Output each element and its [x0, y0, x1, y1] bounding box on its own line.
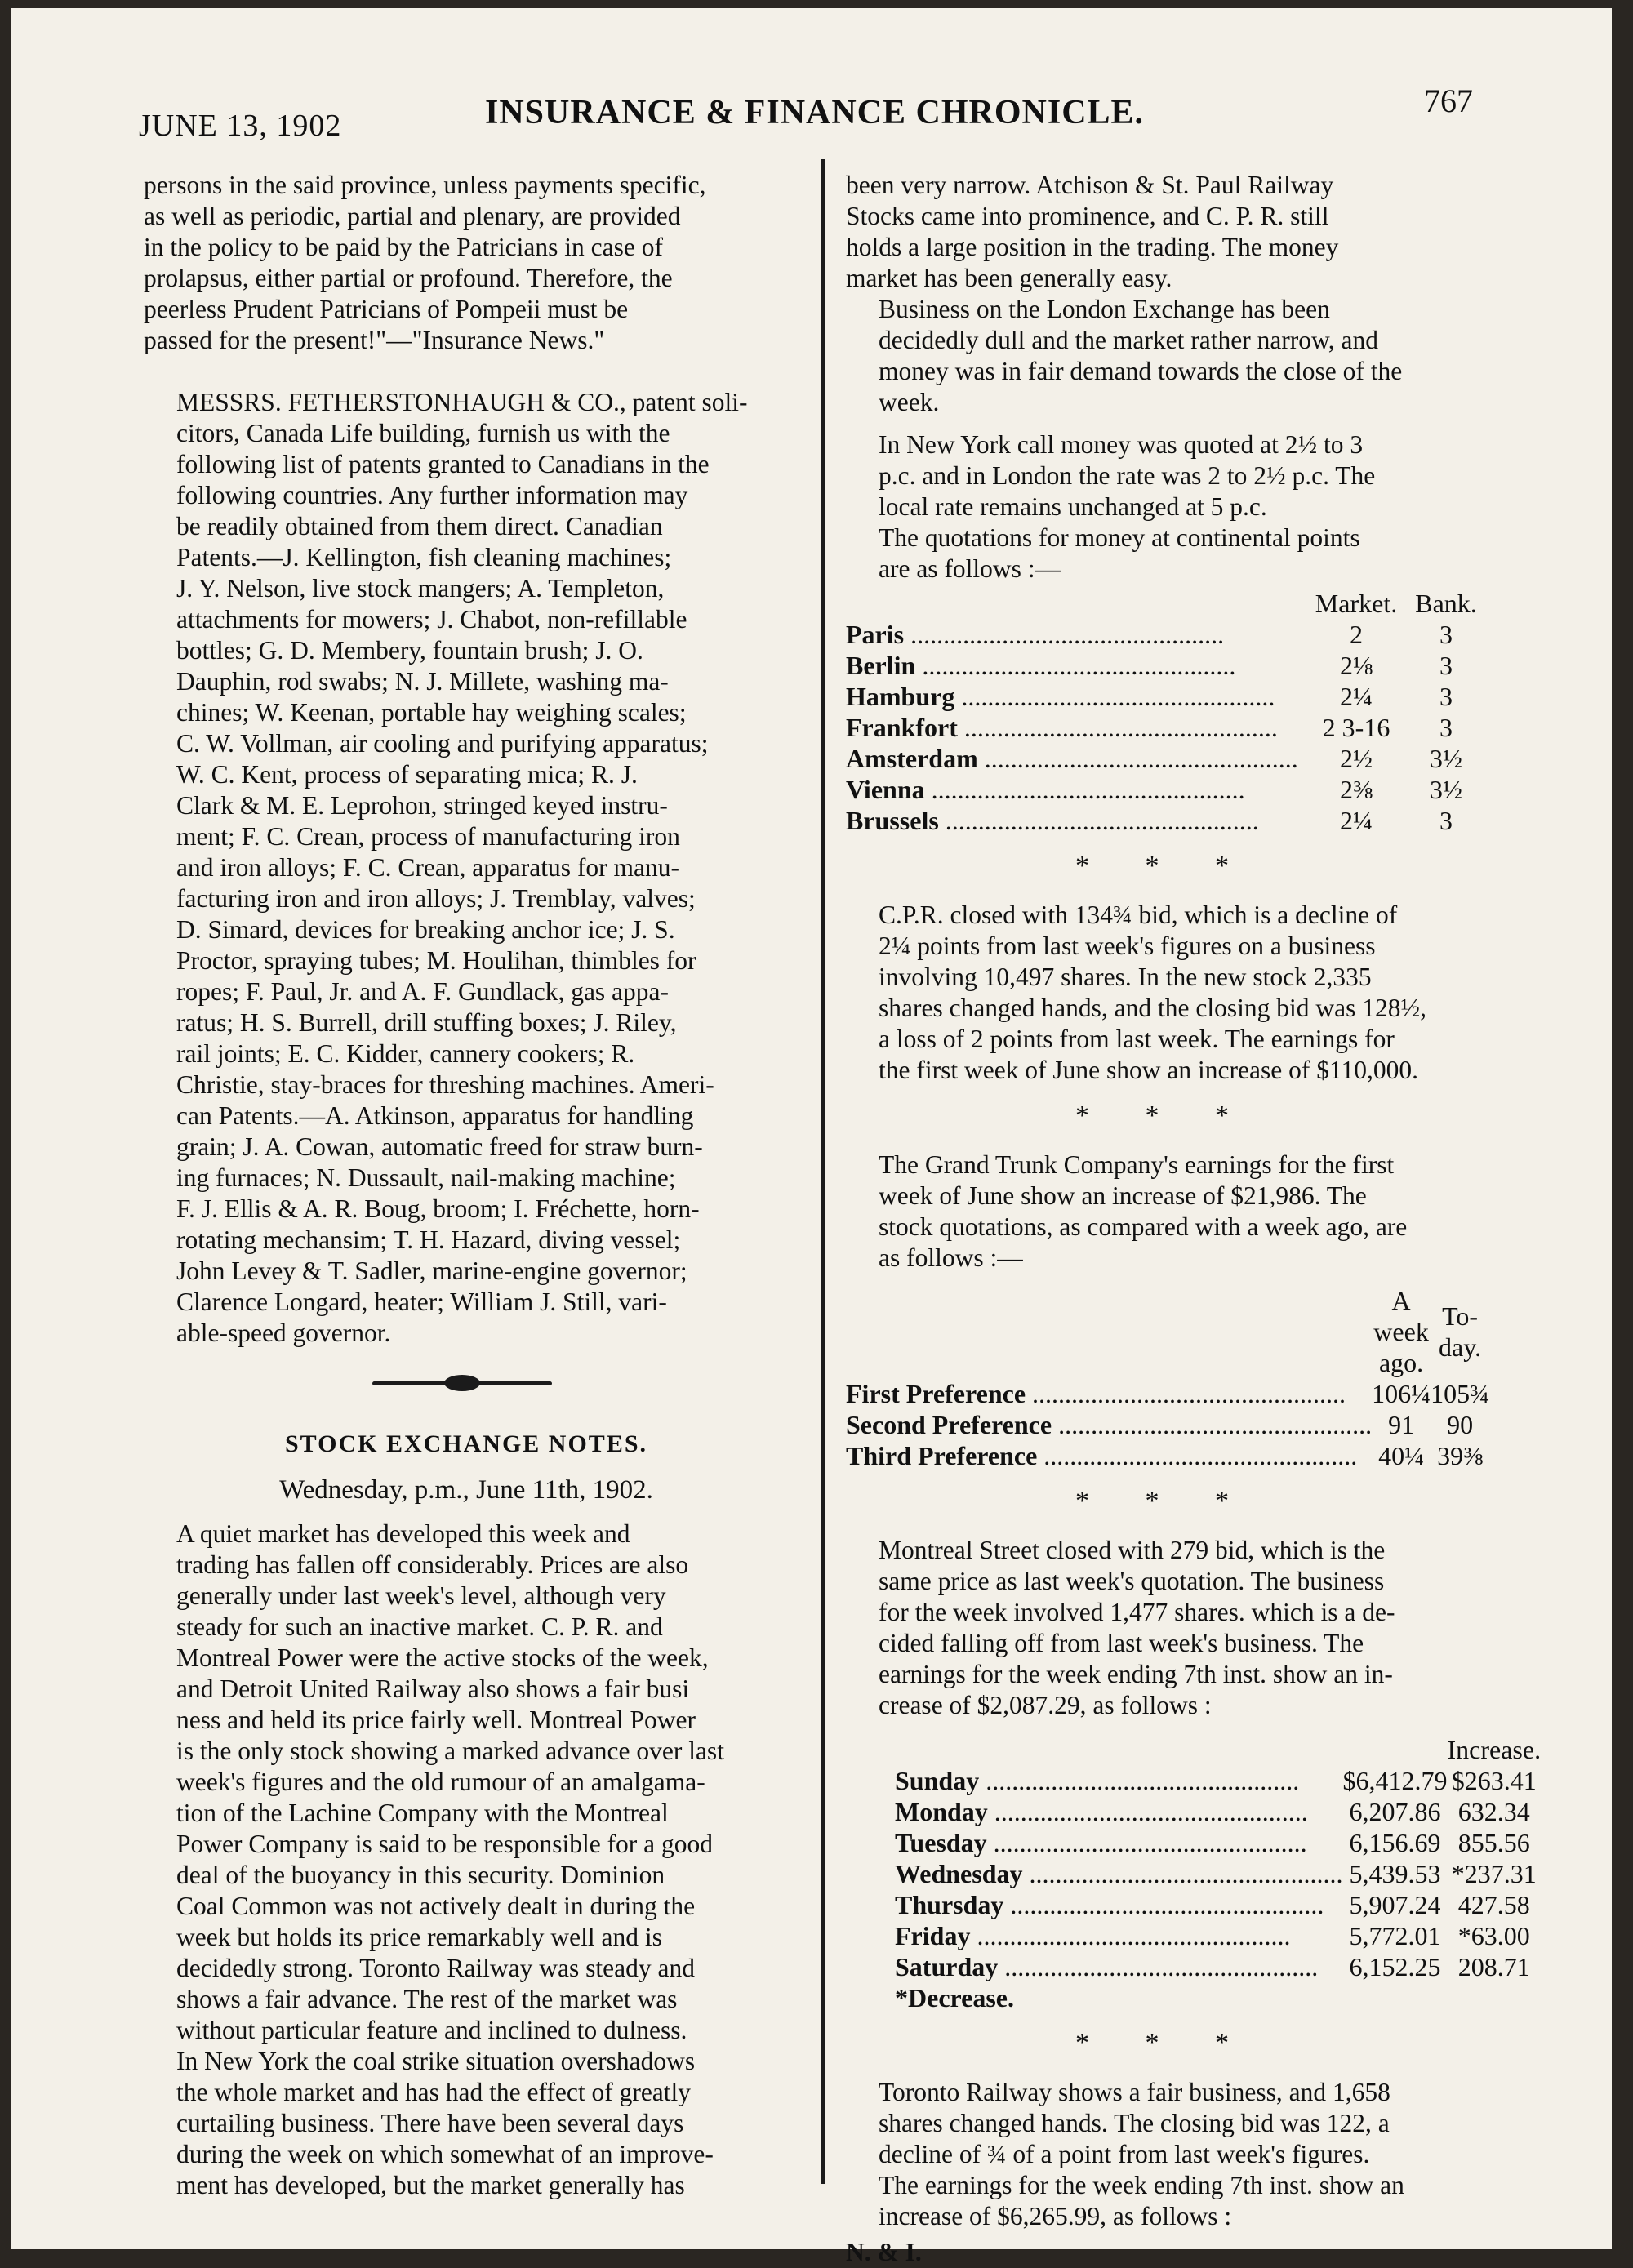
text-line: for the week involved 1,477 shares. which is a de-: [879, 1598, 1395, 1626]
section-title: STOCK EXCHANGE NOTES.: [284, 1430, 648, 1457]
text-line: Patents.—J. Kellington, fish cleaning machines;: [176, 543, 672, 571]
text-line: generally under last week's level, although very: [176, 1581, 666, 1610]
spacer: [144, 356, 789, 387]
bank-rate: 3: [1439, 806, 1453, 835]
text-line: John Levey & T. Sadler, marine-engine governor;: [176, 1256, 687, 1285]
text-line: shares changed hands, and the closing bid was 128½,: [879, 994, 1426, 1022]
rates-body: [846, 619, 1483, 836]
preference-label: [846, 1378, 1372, 1409]
separator-stars: * * *: [1075, 1101, 1253, 1131]
table-row: [846, 805, 1483, 836]
day-label-text: Sunday .....: [895, 1766, 1299, 1795]
text-line: decidedly dull and the market rather narrow, and: [879, 326, 1378, 354]
text-line: money was in fair demand towards the close of the: [879, 357, 1403, 385]
text-line: crease of $2,087.29, as follows :: [879, 1691, 1212, 1719]
right-column: [846, 170, 1542, 2268]
separator-stars: * * *: [1075, 851, 1253, 881]
text-line: decidedly strong. Toronto Railway was steady and: [176, 1954, 695, 1982]
day-label: [895, 1765, 1342, 1796]
cpr-paragraph: [846, 900, 1483, 1086]
text-line: Business on the London Exchange has been: [879, 295, 1330, 323]
text-line: the whole market and has had the effect of greatly: [176, 2078, 692, 2106]
text-line: as follows :—: [879, 1243, 1023, 1272]
table-row: [846, 774, 1483, 805]
text-line: market has been generally easy.: [846, 264, 1172, 292]
bank-rate: 3½: [1430, 775, 1462, 804]
text-line: Dauphin, rod swabs; N. J. Millete, washing ma-: [176, 667, 669, 696]
text-line: been very narrow. Atchison & St. Paul Railway: [846, 171, 1334, 199]
market-rate: 2½: [1340, 744, 1373, 773]
column-rule: [821, 159, 825, 2184]
city-label: [846, 681, 1303, 712]
market-paragraph: [144, 1519, 789, 2046]
city-label: [846, 619, 1303, 650]
text-line: p.c. and in London the rate was 2 to 2½ p.c. The: [879, 461, 1376, 490]
text-line: rotating mechansim; T. H. Hazard, diving vessel;: [176, 1225, 681, 1254]
text-line: without particular feature and inclined to dulness.: [176, 2016, 687, 2044]
text-line: ropes; F. Paul, Jr. and A. F. Gundlack, gas appa-: [176, 977, 670, 1006]
text-line: ment; F. C. Crean, process of manufacturing iron: [176, 822, 680, 851]
day-label-text: Thursday .....: [895, 1890, 1324, 1919]
gt-header-row: [846, 1285, 1489, 1378]
text-line: C. W. Vollman, air cooling and purifying apparatus;: [176, 729, 709, 758]
earnings-amount: 5,439.53: [1349, 1859, 1441, 1888]
market-header: Market.: [1315, 589, 1398, 618]
text-line: steady for such an inactive market. C. P. R. and: [176, 1612, 663, 1641]
table-row: [846, 1378, 1489, 1409]
text-line: Clarence Longard, heater; William J. Still, vari-: [176, 1287, 667, 1316]
week-ago-value: 91: [1388, 1410, 1415, 1439]
text-line: ment has developed, but the market generally has: [176, 2171, 685, 2199]
table-row: [846, 1440, 1489, 1471]
text-line: cided falling off from last week's business. The: [879, 1629, 1364, 1657]
money-rates-table: [846, 588, 1483, 836]
text-line: shows a fair advance. The rest of the market was: [176, 1985, 678, 2013]
text-line: attachments for mowers; J. Chabot, non-refillable: [176, 605, 687, 634]
toronto-railway-paragraph: [846, 2077, 1483, 2232]
text-line: W. C. Kent, process of separating mica; R. J.: [176, 760, 638, 789]
preference-label-text: First Preference .....: [846, 1379, 1346, 1408]
text-line: prolapsus, either partial or profound. Therefore, the: [144, 264, 673, 292]
table-row: [846, 712, 1483, 743]
earnings-amount: 6,152.25: [1349, 1952, 1441, 1981]
city-label: [846, 805, 1303, 836]
market-rate: 2⅛: [1340, 651, 1373, 680]
text-line: and iron alloys; F. C. Crean, apparatus for manu-: [176, 853, 679, 882]
table-row: [895, 1889, 1541, 1920]
preference-label-text: Third Preference .....: [846, 1441, 1357, 1470]
text-line: C.P.R. closed with 134¾ bid, which is a decline of: [879, 901, 1398, 929]
text-line: trading has fallen off considerably. Prices are also: [176, 1550, 689, 1579]
city-label: [846, 743, 1303, 774]
montreal-street-paragraph: [846, 1535, 1483, 1721]
increase-header: Increase.: [1447, 1735, 1542, 1764]
earnings-amount: 5,772.01: [1349, 1921, 1441, 1950]
text-line: local rate remains unchanged at 5 p.c.: [879, 492, 1267, 521]
day-label: [895, 1889, 1342, 1920]
quotations-intro: [846, 523, 1483, 585]
text-line: increase of $6,265.99, as follows :: [879, 2202, 1232, 2230]
preference-label: [846, 1409, 1372, 1440]
market-rate: 2: [1350, 620, 1363, 649]
text-line: tion of the Lachine Company with the Montreal: [176, 1799, 669, 1827]
day-label: [895, 1920, 1342, 1951]
table-row: [846, 743, 1483, 774]
gt-body: [846, 1378, 1489, 1471]
bank-rate: 3: [1439, 682, 1453, 711]
text-line: Proctor, spraying tubes; M. Houlihan, thimbles for: [176, 946, 696, 975]
text-line: Power Company is said to be responsible for a good: [176, 1830, 714, 1858]
text-line: facturing iron and iron alloys; J. Tremblay, valves;: [176, 884, 696, 913]
week-ago-header: A week ago.: [1373, 1286, 1429, 1377]
text-line: and Detroit United Railway also shows a fair busi: [176, 1674, 690, 1703]
table-row: [895, 1920, 1541, 1951]
text-line: holds a large position in the trading. The money: [846, 233, 1339, 261]
today-value: 105¾: [1431, 1379, 1490, 1408]
market-rate: 2 3-16: [1322, 713, 1390, 742]
earnings-amount: 6,156.69: [1349, 1828, 1441, 1857]
city-label: [846, 650, 1303, 681]
day-label: [895, 1951, 1342, 1982]
text-line: J. Y. Nelson, live stock mangers; A. Templeton,: [176, 574, 665, 603]
text-line: Stocks came into prominence, and C. P. R. still: [846, 202, 1329, 230]
city-label: [846, 712, 1303, 743]
earnings-amount: 5,907.24: [1349, 1890, 1441, 1919]
text-line: bottles; G. D. Membery, fountain brush; J. O.: [176, 636, 643, 665]
earnings-increase: *237.31: [1451, 1859, 1537, 1888]
preference-label: [846, 1440, 1372, 1471]
text-line: the first week of June show an increase of $110,000.: [879, 1056, 1419, 1084]
city-label-text: Hamburg .....: [846, 682, 1275, 711]
text-line: MESSRS. FETHERSTONHAUGH & CO., patent soli-: [176, 388, 748, 416]
text-line: Montreal Power were the active stocks of the week,: [176, 1643, 709, 1672]
day-label-text: Friday .....: [895, 1921, 1290, 1950]
text-line: Coal Common was not actively dealt in during the: [176, 1892, 696, 1920]
text-line: be readily obtained from them direct. Canadian: [176, 512, 663, 540]
table-row: [846, 681, 1483, 712]
text-line: decline of ¾ of a point from last week's figures.: [879, 2140, 1370, 2168]
table-row: [895, 1858, 1541, 1889]
earnings-increase: *63.00: [1457, 1921, 1530, 1950]
city-label: [846, 774, 1303, 805]
call-money-paragraph: [846, 429, 1483, 523]
text-line: passed for the present!"—"Insurance News.": [144, 326, 605, 354]
bank-rate: 3½: [1430, 744, 1462, 773]
text-line: same price as last week's quotation. The business: [879, 1567, 1385, 1595]
london-paragraph: [846, 294, 1483, 418]
table-row: [895, 1951, 1541, 1982]
earnings-increase: 427.58: [1457, 1890, 1530, 1919]
day-label: [895, 1796, 1342, 1827]
day-label: [895, 1858, 1342, 1889]
left-paragraph-1: [144, 170, 789, 356]
text-line: week's figures and the old rumour of an amalgama-: [176, 1768, 705, 1796]
text-line: a loss of 2 points from last week. The earnings for: [879, 1025, 1395, 1053]
text-line: ing furnaces; N. Dussault, nail-making machine;: [176, 1163, 676, 1192]
market-rate: 2¼: [1340, 806, 1373, 835]
week-ago-value: 106¼: [1372, 1379, 1431, 1408]
text-line: grain; J. A. Cowan, automatic freed for straw burn-: [176, 1132, 703, 1161]
text-line: chines; W. Keenan, portable hay weighing scales;: [176, 698, 687, 727]
text-line: during the week on which somewhat of an improve-: [176, 2140, 714, 2168]
text-line: involving 10,497 shares. In the new stock 2,335: [879, 963, 1372, 991]
text-line: following countries. Any further information may: [176, 481, 688, 509]
preference-label-text: Second Preference .....: [846, 1410, 1372, 1439]
text-line: rail joints; E. C. Kidder, cannery cookers; R.: [176, 1039, 635, 1068]
text-line: stock quotations, as compared with a week ago, are: [879, 1212, 1408, 1241]
earnings-amount: 6,207.86: [1349, 1797, 1441, 1826]
patents-paragraph: [144, 387, 789, 1349]
right-paragraph-1: [846, 170, 1483, 294]
table-row: [846, 619, 1483, 650]
section-ornament: [144, 1367, 789, 1399]
day-label-text: Monday .....: [895, 1797, 1308, 1826]
day-label: [895, 1827, 1342, 1858]
header-title: INSURANCE & FINANCE CHRONICLE.: [485, 94, 1145, 131]
left-column: [144, 170, 789, 2201]
text-line: Montreal Street closed with 279 bid, which is the: [879, 1536, 1386, 1564]
bank-rate: 3: [1439, 620, 1453, 649]
text-line: The Grand Trunk Company's earnings for the first: [879, 1150, 1395, 1179]
text-line: ratus; H. S. Burrell, drill stuffing boxes; J. Riley,: [176, 1008, 677, 1037]
earnings-increase: 855.56: [1457, 1828, 1530, 1857]
header-date: JUNE 13, 1902: [139, 109, 342, 143]
city-label-text: Vienna .....: [846, 775, 1245, 804]
day-label-text: Tuesday .....: [895, 1828, 1307, 1857]
week-ago-value: 40¼: [1378, 1441, 1425, 1470]
earnings-table: [895, 1734, 1541, 2013]
text-line: In New York the coal strike situation overshadows: [176, 2047, 696, 2075]
today-value: 90: [1447, 1410, 1474, 1439]
earnings-increase: $263.41: [1451, 1766, 1537, 1795]
bank-rate: 3: [1439, 713, 1453, 742]
separator-stars: * * *: [1075, 1486, 1253, 1516]
ornament-diamond: [444, 1375, 480, 1391]
earnings-amount: $6,412.79: [1342, 1766, 1448, 1795]
end-label: N. & I.: [846, 2238, 922, 2266]
separator-stars: * * *: [1075, 2028, 1253, 2058]
grand-trunk-table: [846, 1285, 1489, 1471]
text-line: week of June show an increase of $21,986. The: [879, 1181, 1367, 1210]
text-line: Toronto Railway shows a fair business, and 1,658: [879, 2078, 1390, 2106]
text-line: is the only stock showing a marked advance over last: [176, 1737, 724, 1765]
section-date: Wednesday, p.m., June 11th, 1902.: [279, 1475, 653, 1505]
earnings-increase: 208.71: [1457, 1952, 1530, 1981]
text-line: 2¼ points from last week's figures on a business: [879, 932, 1376, 960]
new-york-paragraph: [144, 2046, 789, 2201]
text-line: as well as periodic, partial and plenary, are provided: [144, 202, 681, 230]
text-line: deal of the buoyancy in this security. Dominion: [176, 1861, 665, 1889]
text-line: persons in the said province, unless payments specific,: [144, 171, 706, 199]
text-line: shares changed hands. The closing bid was 122, a: [879, 2109, 1390, 2137]
text-line: citors, Canada Life building, furnish us with the: [176, 419, 670, 447]
city-label-text: Paris .....: [846, 620, 1224, 649]
rates-header-row: [846, 588, 1483, 619]
city-label-text: Brussels .....: [846, 806, 1259, 835]
day-label-text: Wednesday .....: [895, 1859, 1342, 1888]
text-line: week but holds its price remarkably well and is: [176, 1923, 662, 1951]
grand-trunk-paragraph: [846, 1150, 1483, 1274]
today-value: 39⅜: [1437, 1441, 1484, 1470]
text-line: Christie, stay-braces for threshing machines. Ameri-: [176, 1070, 714, 1099]
text-line: A quiet market has developed this week and: [176, 1519, 630, 1548]
decrease-note-row: [895, 1982, 1541, 2013]
bank-rate: 3: [1439, 651, 1453, 680]
bank-header: Bank.: [1415, 589, 1477, 618]
text-line: F. J. Ellis & A. R. Boug, broom; I. Fréchette, horn-: [176, 1194, 700, 1223]
text-line: week.: [879, 388, 940, 416]
text-line: The earnings for the week ending 7th inst. show an: [879, 2171, 1404, 2199]
text-line: peerless Prudent Patricians of Pompeii must be: [144, 295, 629, 323]
today-header: To-day.: [1439, 1301, 1482, 1362]
text-line: can Patents.—A. Atkinson, apparatus for handling: [176, 1101, 694, 1130]
text-line: ness and held its price fairly well. Montreal Power: [176, 1705, 696, 1734]
text-line: following list of patents granted to Canadians in the: [176, 450, 710, 478]
text-line: able-speed governor.: [176, 1319, 391, 1347]
earnings-increase: 632.34: [1457, 1797, 1530, 1826]
text-line: Clark & M. E. Leprohon, stringed keyed instru-: [176, 791, 668, 820]
earnings-body: [895, 1765, 1541, 1982]
text-line: In New York call money was quoted at 2½ to 3: [879, 430, 1364, 459]
page-number: 767: [1424, 82, 1473, 119]
table-row: [846, 1409, 1489, 1440]
table-row: [846, 650, 1483, 681]
text-line: curtailing business. There have been several days: [176, 2109, 684, 2137]
text-line: The quotations for money at continental points: [879, 523, 1360, 552]
city-label-text: Frankfort .....: [846, 713, 1278, 742]
text-line: are as follows :—: [879, 554, 1061, 583]
market-rate: 2¼: [1340, 682, 1373, 711]
market-rate: 2⅜: [1340, 775, 1373, 804]
table-row: [895, 1827, 1541, 1858]
decrease-note: *Decrease.: [895, 1983, 1014, 2012]
table-row: [895, 1796, 1541, 1827]
text-line: in the policy to be paid by the Patricians in case of: [144, 233, 663, 261]
text-line: D. Simard, devices for breaking anchor ice; J. S.: [176, 915, 675, 944]
table-row: [895, 1765, 1541, 1796]
city-label-text: Amsterdam .....: [846, 744, 1298, 773]
day-label-text: Saturday .....: [895, 1952, 1318, 1981]
city-label-text: Berlin .....: [846, 651, 1235, 680]
text-line: earnings for the week ending 7th inst. show an in-: [879, 1660, 1393, 1688]
earnings-header-row: [895, 1734, 1541, 1765]
